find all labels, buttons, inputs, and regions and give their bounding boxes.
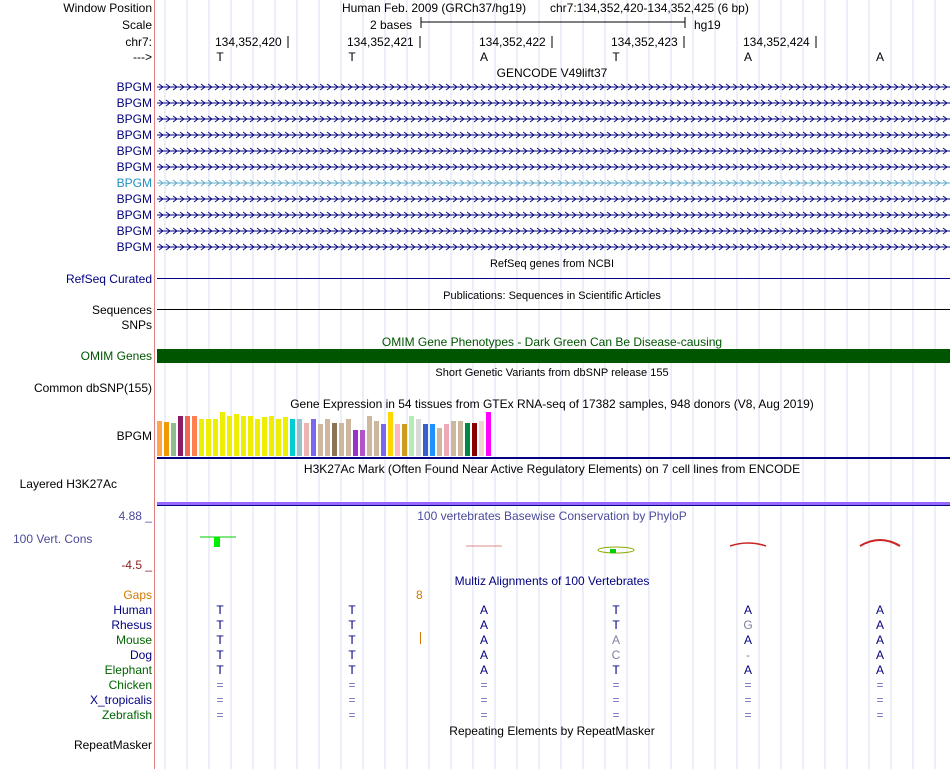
aligned-base: = [216, 708, 224, 722]
species-label[interactable]: X_tropicalis [89, 693, 152, 707]
aligned-base: A [875, 618, 885, 632]
aligned-base: = [612, 693, 620, 707]
phylop-title: 100 vertebrates Basewise Conservation by PhyloP [417, 509, 687, 523]
gencode-transcript-label[interactable]: BPGM [116, 208, 152, 222]
aligned-base: A [875, 648, 885, 662]
aligned-base: T [612, 603, 620, 617]
aligned-base: A [743, 633, 753, 647]
aligned-base: = [612, 708, 620, 722]
aligned-base: = [216, 678, 224, 692]
snps-label[interactable]: SNPs [121, 318, 152, 332]
species-label[interactable]: Mouse [115, 633, 152, 647]
gencode-transcript-label[interactable]: BPGM [116, 128, 152, 142]
multiz-title: Multiz Alignments of 100 Vertebrates [454, 574, 650, 588]
h3k27ac-label[interactable]: Layered H3K27Ac [19, 477, 117, 491]
aligned-base: T [216, 633, 224, 647]
gencode-transcript-label[interactable]: BPGM [116, 192, 152, 206]
aligned-base: A [743, 663, 753, 677]
aligned-base: A [611, 633, 621, 647]
reference-base: T [216, 50, 224, 64]
aligned-base: = [480, 678, 488, 692]
aligned-base: - [746, 648, 750, 662]
aligned-base: = [480, 693, 488, 707]
aligned-base: A [875, 633, 885, 647]
aligned-base: T [348, 663, 356, 677]
repeatmasker-title: Repeating Elements by RepeatMasker [449, 724, 655, 738]
aligned-base: G [743, 618, 753, 632]
gencode-transcript-label[interactable]: BPGM [116, 112, 152, 126]
refseq-title: RefSeq genes from NCBI [489, 258, 615, 270]
repeatmasker-label[interactable]: RepeatMasker [73, 738, 152, 752]
omim-title: OMIM Gene Phenotypes - Dark Green Can Be Disease-causing [381, 335, 723, 349]
phylop-positive-bar [610, 549, 616, 553]
gencode-title: GENCODE V49lift37 [496, 66, 608, 80]
reference-base: T [348, 50, 356, 64]
aligned-base: = [348, 708, 356, 722]
species-label[interactable]: Chicken [108, 678, 152, 692]
aligned-base: T [216, 663, 224, 677]
strand-label: ---> [133, 50, 152, 64]
species-label[interactable]: Human [113, 603, 152, 617]
gencode-transcript-label[interactable]: BPGM [116, 144, 152, 158]
aligned-base: = [744, 708, 752, 722]
aligned-base: = [348, 678, 356, 692]
species-label[interactable]: Dog [129, 648, 152, 662]
aligned-base: = [876, 708, 884, 722]
species-label[interactable]: Zebrafish [101, 708, 152, 722]
coordinate-label: 134,352,424 [743, 35, 810, 49]
mouse-insertion-mark [420, 632, 421, 644]
aligned-base: T [216, 603, 224, 617]
aligned-base: = [744, 678, 752, 692]
refseq-label[interactable]: RefSeq Curated [65, 272, 152, 286]
position-label: chr7:134,352,420-134,352,425 (6 bp) [550, 1, 749, 15]
aligned-base: C [611, 648, 621, 662]
scale-text: 2 bases [370, 18, 413, 32]
gencode-transcript-label[interactable]: BPGM [116, 160, 152, 174]
aligned-base: = [480, 708, 488, 722]
gencode-transcript-label[interactable]: BPGM [116, 224, 152, 238]
coordinate-label: 134,352,420 [215, 35, 282, 49]
scale-db: hg19 [694, 18, 721, 32]
aligned-base: A [875, 603, 885, 617]
omim-label[interactable]: OMIM Genes [80, 349, 152, 363]
dbsnp-label[interactable]: Common dbSNP(155) [33, 381, 152, 395]
aligned-base: T [348, 618, 356, 632]
phylop-max: 4.88 _ [118, 509, 152, 523]
h3k27ac-title: H3K27Ac Mark (Often Found Near Active Regulatory Elements) on 7 cell lines from ENCODE [303, 462, 801, 476]
publications-title: Publications: Sequences in Scientific Articles [443, 290, 661, 302]
aligned-base: = [348, 693, 356, 707]
aligned-base: = [216, 693, 224, 707]
sequences-label[interactable]: Sequences [91, 303, 152, 317]
phylop-min: -4.5 _ [121, 558, 152, 572]
phylop-negative-bar [730, 543, 766, 546]
assembly-label: Human Feb. 2009 (GRCh37/hg19) [342, 1, 527, 15]
gencode-transcript-label[interactable]: BPGM [116, 80, 152, 94]
aligned-base: T [216, 648, 224, 662]
coordinate-label: 134,352,423 [611, 35, 678, 49]
species-label[interactable]: Rhesus [111, 618, 152, 632]
reference-base: A [479, 50, 489, 64]
dbsnp-title: Short Genetic Variants from dbSNP release 155 [435, 367, 669, 379]
window-position-label: Window Position [63, 1, 152, 15]
aligned-base: = [744, 693, 752, 707]
aligned-base: T [348, 603, 356, 617]
aligned-base: T [348, 633, 356, 647]
gencode-transcript-label[interactable]: BPGM [116, 176, 152, 190]
aligned-base: T [612, 663, 620, 677]
aligned-base: = [876, 678, 884, 692]
species-label[interactable]: Elephant [104, 663, 152, 677]
reference-base: A [875, 50, 885, 64]
aligned-base: T [348, 648, 356, 662]
aligned-base: A [875, 663, 885, 677]
aligned-base: A [479, 663, 489, 677]
gencode-transcript-label[interactable]: BPGM [116, 96, 152, 110]
gaps-label[interactable]: Gaps [123, 588, 152, 602]
gap-count: 8 [416, 588, 423, 602]
aligned-base: = [876, 693, 884, 707]
aligned-base: A [479, 633, 489, 647]
aligned-base: T [216, 618, 224, 632]
coordinate-label: 134,352,421 [347, 35, 414, 49]
phylop-label[interactable]: 100 Vert. Cons [13, 532, 93, 546]
gtex-label[interactable]: BPGM [116, 429, 152, 443]
aligned-base: A [479, 618, 489, 632]
aligned-base: A [743, 603, 753, 617]
reference-base: A [743, 50, 753, 64]
aligned-base: = [612, 678, 620, 692]
aligned-base: A [479, 603, 489, 617]
coordinate-label: 134,352,422 [479, 35, 546, 49]
aligned-base: T [612, 618, 620, 632]
scale-label: Scale [121, 18, 152, 32]
phylop-positive-bar [214, 537, 220, 547]
gencode-transcript-label[interactable]: BPGM [116, 240, 152, 254]
chrom-label: chr7: [125, 35, 152, 49]
phylop-negative-bar [860, 540, 900, 546]
gtex-title: Gene Expression in 54 tissues from GTEx RNA-seq of 17382 samples, 948 donors (V8, Aug 2019) [290, 397, 814, 411]
aligned-base: A [479, 648, 489, 662]
label-panel-separator [154, 0, 155, 769]
reference-base: T [612, 50, 620, 64]
